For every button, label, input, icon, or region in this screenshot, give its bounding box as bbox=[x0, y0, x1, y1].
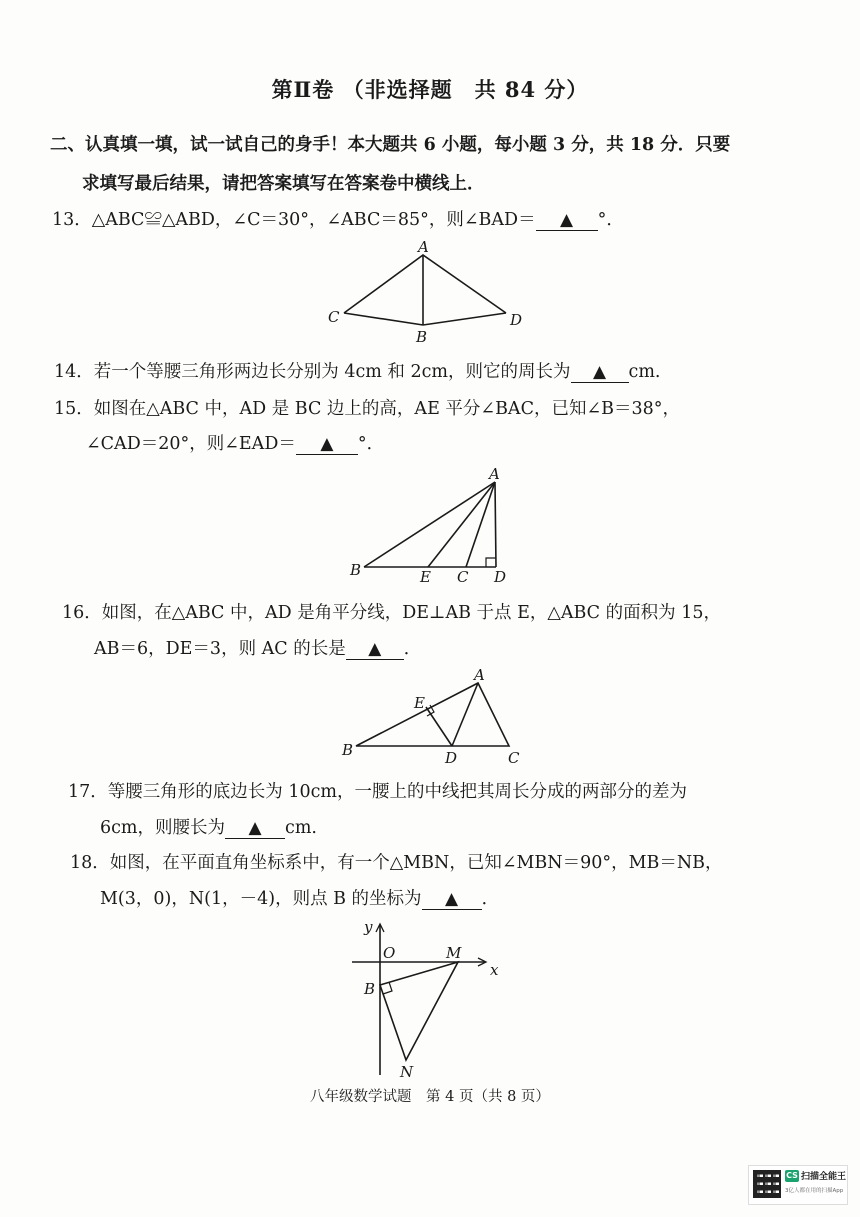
fig15-label-c: C bbox=[457, 568, 469, 586]
section-instructions-line2: 求填写最后结果，请把答案填写在答案卷中横线上． bbox=[82, 174, 485, 194]
answer-mark: ▲ bbox=[592, 362, 607, 382]
answer-mark: ▲ bbox=[248, 818, 262, 838]
fig16-label-a: A bbox=[474, 666, 485, 684]
fig18-label-y: y bbox=[364, 918, 373, 936]
question-15-text: ∠CAD＝20°，则∠EAD＝ bbox=[86, 434, 296, 454]
fig13-label-b: B bbox=[416, 328, 428, 346]
question-13-text: 13．△ABC≌△ABD，∠C＝30°，∠ABC＝85°，则∠BAD＝ bbox=[52, 210, 536, 230]
fig13-label-a: A bbox=[418, 238, 429, 256]
question-13-suffix: °． bbox=[597, 210, 624, 230]
question-17-suffix: cm. bbox=[285, 818, 317, 838]
question-15-suffix: °． bbox=[357, 434, 385, 454]
fig15-label-a: A bbox=[489, 465, 500, 483]
badge-label: 扫描全能王 bbox=[801, 1172, 847, 1182]
fig18-label-n: N bbox=[400, 1063, 414, 1081]
fig15-label-e: E bbox=[420, 568, 431, 586]
fig18-label-b: B bbox=[364, 980, 376, 998]
question-14-text: 14．若一个等腰三角形两边长分别为 4cm 和 2cm，则它的周长为 bbox=[54, 362, 571, 382]
fig16-label-c: C bbox=[508, 749, 520, 767]
answer-mark: ▲ bbox=[560, 210, 574, 230]
question-18-line1: 18．如图，在平面直角坐标系中，有一个△MBN，已知∠MBN＝90°，MB＝NB， bbox=[70, 853, 723, 873]
fig15-label-b: B bbox=[350, 561, 362, 579]
fig15-label-d: D bbox=[494, 568, 507, 586]
question-17-text: 6cm，则腰长为 bbox=[100, 818, 226, 838]
question-17-line1: 17．等腰三角形的底边长为 10cm，一腰上的中线把其周长分成的两部分的差为 bbox=[68, 782, 687, 802]
page-title: 第Ⅱ卷 （非选择题 共 84 分） bbox=[271, 77, 589, 102]
fig18-label-m: M bbox=[446, 944, 462, 962]
cs-logo-icon: CS bbox=[786, 1171, 798, 1180]
scanner-badge bbox=[748, 1165, 848, 1205]
fig16-label-d: D bbox=[445, 749, 458, 767]
page-footer: 八年级数学试题 第 4 页（共 8 页） bbox=[310, 1089, 550, 1105]
question-16-text: AB＝6，DE＝3，则 AC 的长是 bbox=[94, 639, 346, 659]
question-16-suffix: ． bbox=[403, 639, 422, 659]
answer-mark: ▲ bbox=[445, 889, 459, 909]
answer-mark: ▲ bbox=[368, 639, 382, 659]
fig13-label-c: C bbox=[328, 308, 340, 326]
fig18-triangle-mbn bbox=[380, 962, 458, 1060]
qr-code-icon bbox=[753, 1170, 781, 1198]
question-18-suffix: ． bbox=[481, 889, 500, 909]
question-16-line1: 16．如图，在△ABC 中，AD 是角平分线，DE⊥AB 于点 E，△ABC 的面积为 15， bbox=[62, 603, 721, 623]
question-14-suffix: cm. bbox=[628, 362, 661, 382]
fig16-label-b: B bbox=[342, 741, 354, 759]
fig13-label-d: D bbox=[510, 311, 523, 329]
fig18-label-o: O bbox=[383, 944, 396, 962]
badge-sub: 3亿人都在用的扫描App bbox=[785, 1188, 844, 1194]
fig18-label-x: x bbox=[490, 961, 499, 979]
section-instructions-line1: 二、认真填一填，试一试自己的身手！本大题共 6 小题，每小题 3 分，共 18 分．只要 bbox=[50, 135, 731, 155]
answer-mark: ▲ bbox=[320, 434, 334, 454]
question-15-line1: 15．如图在△ABC 中，AD 是 BC 边上的高，AE 平分∠BAC，已知∠B＝38°， bbox=[54, 399, 680, 419]
fig16-label-e: E bbox=[414, 694, 425, 712]
question-18-text: M(3，0)，N(1，－4)，则点 B 的坐标为 bbox=[100, 889, 422, 909]
